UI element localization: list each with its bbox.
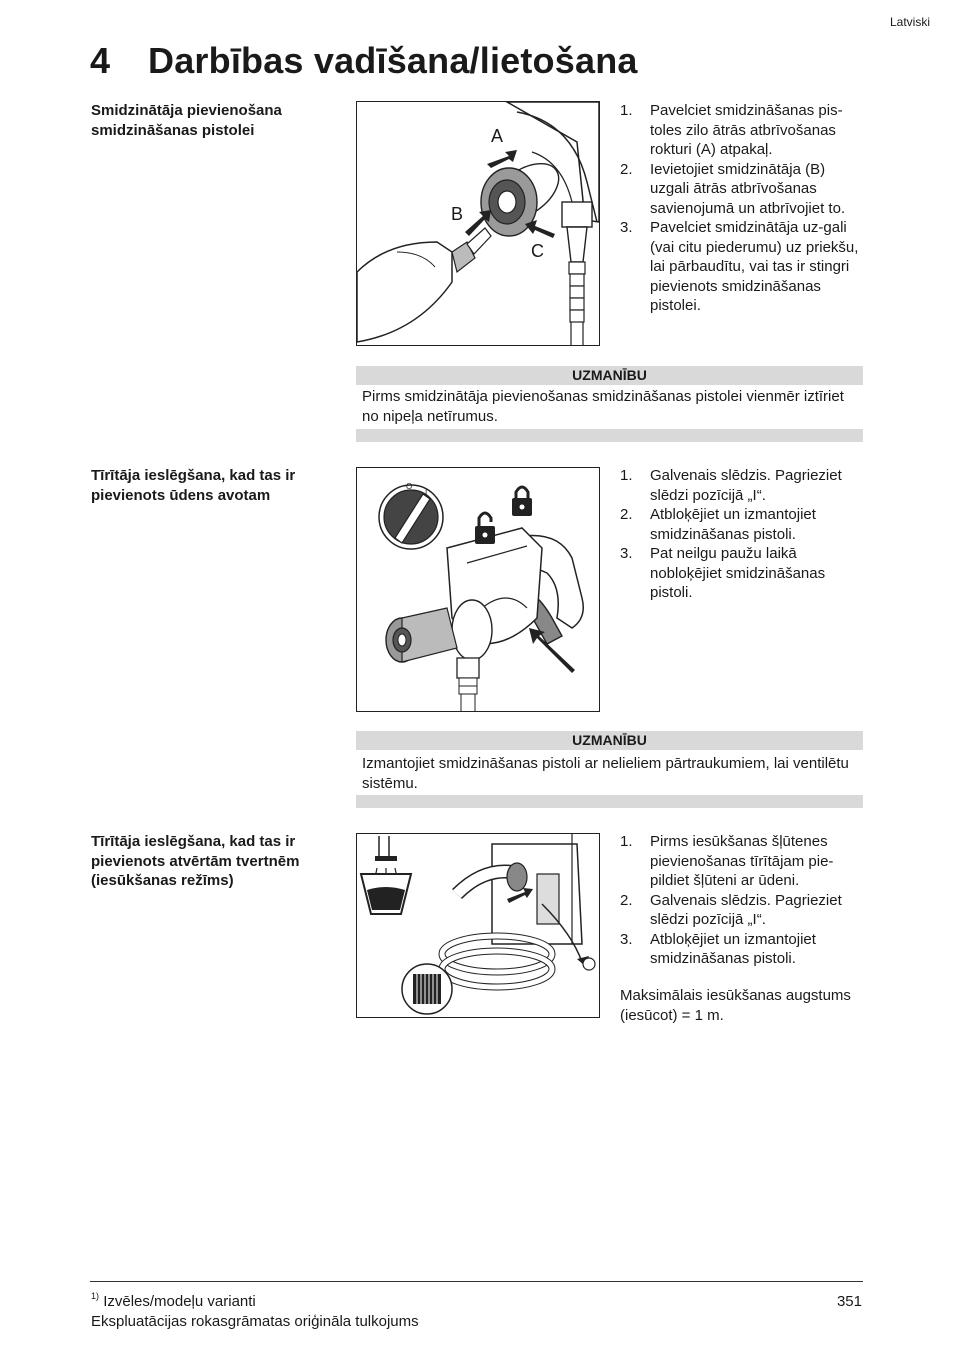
switch-label-on: I bbox=[425, 488, 428, 497]
caution-text-1: Pirms smidzinātāja pievienošanas smidzināšanas pistolei vienmēr iztīriet no nipeļa netīrumus. bbox=[362, 388, 844, 425]
list-item: 3. Pat neilgu paužu laikā nobloķējiet smidzināšanas pistoli. bbox=[620, 545, 826, 601]
footnote-mark: 1) bbox=[91, 1291, 100, 1301]
suction-height-note: Maksimālais iesūkšanas augstums (iesūcot) = 1 m. bbox=[620, 987, 851, 1024]
caution-divider-2 bbox=[356, 795, 863, 808]
footer-divider bbox=[90, 1281, 863, 1282]
switch-and-lock-illustration bbox=[357, 468, 599, 711]
caution-text-2: Izmantojiet smidzināšanas pistoli ar nelieliem pārtraukumiem, lai ventilētu sistēmu. bbox=[362, 755, 849, 792]
suction-mode-illustration bbox=[357, 834, 599, 1017]
section-1-title: Smidzinātāja pievienošana smidzināšanas pistolei bbox=[91, 102, 282, 139]
figure-label-a: A bbox=[491, 126, 504, 146]
spray-gun-coupling-illustration bbox=[357, 102, 599, 345]
page-number: 351 bbox=[836, 1293, 862, 1310]
section-2-steps bbox=[620, 466, 868, 603]
list-item: 1. Pirms iesūkšanas šļūtenes pievienošanas tīrītājam pie-pildiet šļūteni ar ūdeni. bbox=[620, 833, 834, 889]
section-3-title: Tīrītāja ieslēgšana, kad tas ir pievienots atvērtām tvertnēm (iesūkšanas režīms) bbox=[91, 833, 300, 889]
figure-main-switch-gun-lock bbox=[356, 467, 600, 712]
figure-label-c: C bbox=[531, 241, 544, 261]
figure-label-b: B bbox=[451, 204, 464, 224]
list-item: 2. Ievietojiet smidzinātāja (B) uzgali ātrās atbrīvošanas savienojumā un atbrīvojiet to. bbox=[620, 160, 846, 217]
chapter-number: 4 bbox=[90, 40, 111, 81]
footnote bbox=[91, 1293, 256, 1310]
list-item: 3. Atbloķējiet un izmantojiet smidzināšanas pistoli. bbox=[620, 930, 816, 967]
figure-suction-mode bbox=[356, 833, 600, 1018]
list-item: 1. Pavelciet smidzināšanas pis-toles zilo ātrās atbrīvošanas rokturi (A) atpakaļ. bbox=[620, 102, 843, 158]
chapter-title bbox=[90, 40, 638, 82]
list-item: 1. Galvenais slēdzis. Pagrieziet slēdzi pozīcijā „I“. bbox=[620, 467, 842, 504]
list-item: 2. Atbloķējiet un izmantojiet smidzināšanas pistoli. bbox=[620, 506, 816, 543]
caution-heading-1: UZMANĪBU bbox=[356, 366, 863, 385]
footnote-text: Izvēles/modeļu varianti bbox=[103, 1293, 256, 1310]
switch-label-off: O bbox=[406, 482, 413, 491]
caution-divider-1 bbox=[356, 429, 863, 442]
list-item: 3. Pavelciet smidzinātāja uz-gali (vai citu piederumu) uz priekšu, lai pārbaudītu, vai tas ir stingri pievienots smidzināšanas pistolei. bbox=[620, 219, 859, 314]
caution-heading-2: UZMANĪBU bbox=[356, 731, 863, 750]
section-1-steps bbox=[620, 101, 868, 316]
translation-note: Ekspluatācijas rokasgrāmatas oriģināla tulkojums bbox=[91, 1313, 419, 1330]
section-2-title: Tīrītāja ieslēgšana, kad tas ir pievienots ūdens avotam bbox=[91, 467, 296, 504]
chapter-title-text: Darbības vadīšana/lietošana bbox=[148, 40, 638, 81]
figure-spray-gun-coupling bbox=[356, 101, 600, 346]
section-3-steps bbox=[620, 832, 868, 969]
list-item: 2. Galvenais slēdzis. Pagrieziet slēdzi pozīcijā „I“. bbox=[620, 891, 842, 928]
language-label: Latviski bbox=[889, 15, 930, 29]
